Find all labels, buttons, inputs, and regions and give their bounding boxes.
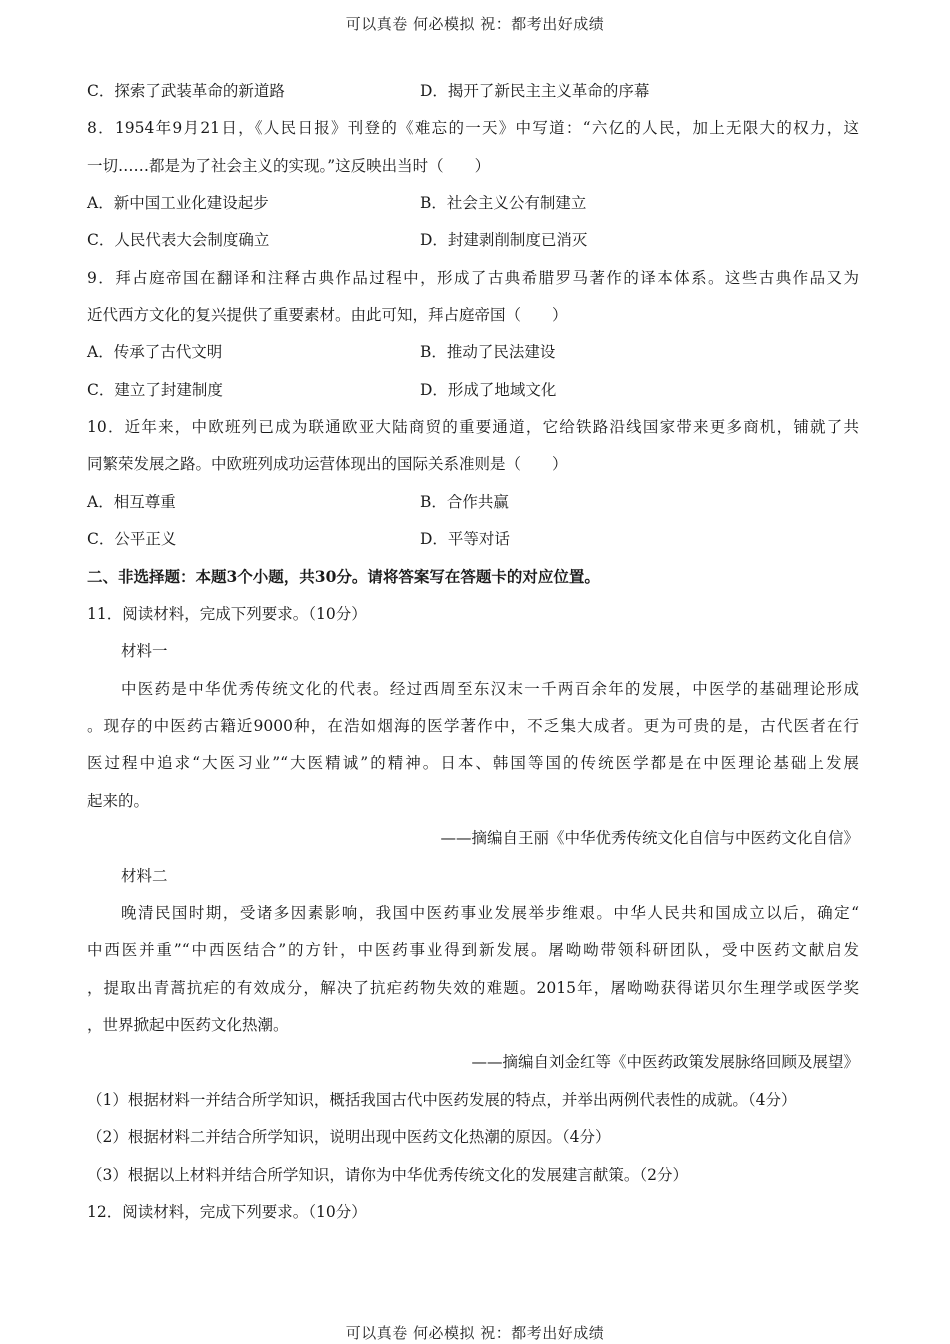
q11-material2-line2: 中西医并重”“中西医结合”的方针，中医药事业得到新发展。屠呦呦带领科研团队，受中医药文献启发 (87, 941, 859, 959)
q10-option-d: D．平等对话 (420, 530, 510, 548)
q9-stem-line2: 近代西方文化的复兴提供了重要素材。由此可知，拜占庭帝国（ ） (87, 306, 568, 324)
q9-option-a: A．传承了古代文明 (87, 343, 223, 361)
q11-material1-line3: 医过程中追求“大医习业”“大医精诚”的精神。日本、韩国等国的传统医学都是在中医理论基础上发展 (87, 754, 859, 772)
q8-option-a: A．新中国工业化建设起步 (87, 194, 269, 212)
q10-stem-line2: 同繁荣发展之路。中欧班列成功运营体现出的国际关系准则是（ ） (87, 455, 568, 473)
q11-material2-line1: 晚清民国时期，受诸多因素影响，我国中医药事业发展举步维艰。中华人民共和国成立以后，确定“ (121, 904, 859, 922)
q9-stem-line1: 9．拜占庭帝国在翻译和注释古典作品过程中，形成了古典希腊罗马著作的译本体系。这些古典作品又为 (87, 269, 859, 287)
q11-material2-source: ——摘编自刘金红等《中医药政策发展脉络回顾及展望》 (471, 1053, 859, 1071)
q11-material1-line1: 中医药是中华优秀传统文化的代表。经过西周至东汉末一千两百余年的发展，中医学的基础理论形成 (121, 680, 859, 698)
q9-option-b: B．推动了民法建设 (420, 343, 556, 361)
q10-stem-line1: 10．近年来，中欧班列已成为联通欧亚大陆商贸的重要通道，它给铁路沿线国家带来更多商机，铺就了共 (87, 418, 859, 436)
q9-option-c: C．建立了封建制度 (87, 381, 223, 399)
q10-option-a: A．相互尊重 (87, 493, 176, 511)
q8-option-d: D．封建剥削制度已消灭 (420, 231, 588, 249)
q11-sub1: （1）根据材料一并结合所学知识，概括我国古代中医药发展的特点，并举出两例代表性的成就。（4分） (87, 1091, 797, 1109)
section2-title: 二、非选择题：本题3个小题，共30分。请将答案写在答题卡的对应位置。 (87, 567, 600, 586)
q10-option-c: C．公平正义 (87, 530, 177, 548)
q10-option-b: B．合作共赢 (420, 493, 509, 511)
q11-material1-line2: 。现存的中医药古籍近9000种，在浩如烟海的医学著作中，不乏集大成者。更为可贵的是，古代医者在行 (87, 717, 859, 735)
q8-option-c: C．人民代表大会制度确立 (87, 231, 270, 249)
page-footer: 可以真卷 何必模拟 祝：都考出好成绩 (345, 1324, 605, 1342)
page-header: 可以真卷 何必模拟 祝：都考出好成绩 (345, 15, 605, 33)
q11-material1-source: ——摘编自王丽《中华优秀传统文化自信与中医药文化自信》 (440, 829, 859, 847)
q9-option-d: D．形成了地域文化 (420, 381, 557, 399)
q8-option-b: B．社会主义公有制建立 (420, 194, 587, 212)
q11-material2-line4: ，世界掀起中医药文化热潮。 (87, 1016, 289, 1034)
q11-sub2: （2）根据材料二并结合所学知识，说明出现中医药文化热潮的原因。（4分） (87, 1128, 611, 1146)
q11-sub3: （3）根据以上材料并结合所学知识，请你为中华优秀传统文化的发展建言献策。（2分） (87, 1166, 688, 1184)
q11-material2-label: 材料二 (121, 867, 168, 885)
q7-option-c: C．探索了武装革命的新道路 (87, 82, 285, 100)
q11-material2-line3: ，提取出青蒿抗疟的有效成分，解决了抗疟药物失效的难题。2015年，屠呦呦获得诺贝尔生理学或医学奖 (87, 979, 859, 997)
q11-material1-label: 材料一 (121, 642, 168, 660)
q7-option-d: D．揭开了新民主主义革命的序幕 (420, 82, 650, 100)
q11-stem: 11．阅读材料，完成下列要求。（10分） (87, 605, 367, 623)
q8-stem-line2: 一切……都是为了社会主义的实现。”这反映出当时（ ） (87, 157, 491, 175)
q12-stem: 12．阅读材料，完成下列要求。（10分） (87, 1203, 367, 1221)
q11-material1-line4: 起来的。 (87, 792, 150, 810)
q8-stem-line1: 8．1954年9月21日，《人民日报》刊登的《难忘的一天》中写道：“六亿的人民，加上无限大的权力，这 (87, 119, 859, 137)
